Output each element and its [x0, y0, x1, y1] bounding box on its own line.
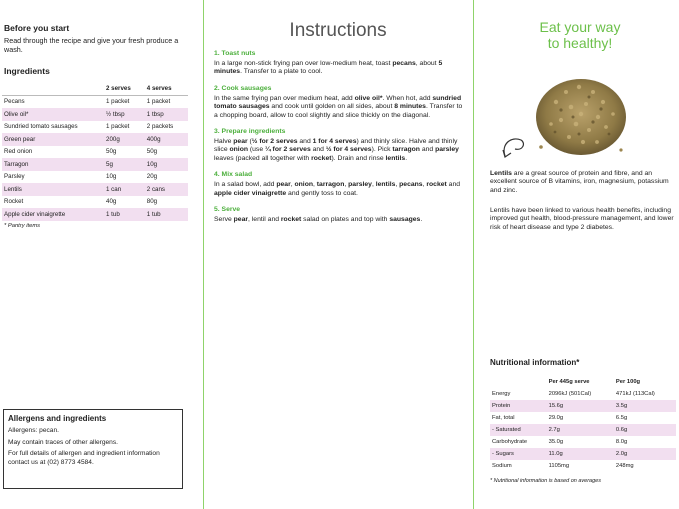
ingredient-row-cell: Sundried tomato sausages — [4, 123, 78, 131]
ingredient-row — [2, 108, 188, 121]
nutrition-row-cell: 0.6g — [614, 424, 676, 436]
ingredient-row-cell: 40g — [106, 198, 117, 206]
ingredient-row — [2, 171, 188, 184]
ingredient-row-cell: 1 packet — [146, 98, 171, 106]
nutrition-row-header — [490, 376, 676, 388]
column-divider-right — [473, 0, 474, 509]
lentils-benefits-text: Lentils have been linked to various health benefits, including improved gut health, blood-pressure management, and lower risk of heart disease and type 2 diabetes. — [490, 207, 674, 231]
ingredient-row-cell: 80g — [146, 198, 158, 206]
nutrition-row-header-cell — [490, 376, 547, 388]
step-title: 3. Prepare ingredients — [214, 128, 286, 136]
ingredient-row-cell: Lentils — [2, 183, 104, 196]
eat-heading-line1: Eat your way — [539, 19, 621, 35]
ingredient-row-cell: 1 can — [104, 183, 145, 196]
instruction-steps — [214, 50, 466, 232]
nutrition-row-cell: 2096kJ (501Cal) — [548, 391, 592, 397]
before-you-start-heading: Before you start — [4, 23, 70, 33]
ingredient-row-header — [2, 82, 188, 95]
nutrition-row-cell: 15.6g — [547, 400, 614, 412]
lentils-text-rest: are a great source of protein and fibre, and an excellent source of B vitamins, iron, magnesium, potassium and zinc. — [490, 170, 669, 194]
nutrition-heading: Nutritional information* — [490, 358, 580, 367]
ingredient-row-cell: 1 tub — [145, 208, 188, 221]
ingredient-row-cell: Tarragon — [2, 158, 104, 171]
step-text: In a salad bowl, add pear, onion, tarragon, parsley, lentils, pecans, rocket and apple cider vinaigrette and gently toss to coat. — [214, 181, 461, 197]
ingredients-heading: Ingredients — [4, 66, 50, 76]
ingredient-row-cell: 1 packet — [106, 123, 130, 131]
ingredient-row-cell: 2 cans — [145, 183, 188, 196]
ingredient-row-cell: 20g — [146, 173, 158, 181]
before-you-start-text: Read through the recipe and give your fresh produce a wash. — [4, 36, 179, 54]
step-text: Serve pear, lentil and rocket salad on plates and top with sausages. — [214, 216, 423, 224]
curved-arrow-icon — [499, 132, 529, 162]
nutrition-row-cell: 471kJ (113Cal) — [615, 391, 655, 397]
ingredient-row — [2, 121, 188, 134]
step-text: In the same frying pan over medium heat, add olive oil*. When hot, add sundried tomato sausages and cook until golden on all sides, about 8 minutes. Transfer to a chopping board, allow to cool slightly and slice thickly on the diagonal. — [214, 94, 463, 119]
nutrition-row-cell: 6.5g — [615, 415, 628, 421]
nutrition-row — [490, 412, 676, 424]
instruction-step — [214, 128, 466, 163]
lentils-word: Lentils — [490, 170, 512, 177]
instruction-step — [214, 50, 466, 77]
nutrition-row-header-cell: Per 445g serve — [548, 379, 590, 385]
nutrition-row-cell: 1105mg — [548, 463, 570, 469]
ingredient-row — [2, 158, 188, 171]
instruction-step — [214, 85, 466, 120]
ingredient-row-cell: 2 packets — [146, 123, 174, 131]
ingredient-row — [2, 133, 188, 146]
nutrition-row — [490, 436, 676, 448]
ingredient-row-cell: 10g — [106, 173, 117, 181]
ingredient-row-cell: Apple cider vinaigrette — [2, 208, 104, 221]
ingredient-row — [2, 183, 188, 196]
instruction-step — [214, 206, 466, 224]
nutrition-row — [490, 460, 676, 472]
left-column — [0, 0, 203, 509]
ingredient-row — [2, 196, 188, 209]
ingredient-row-cell: 1 tbsp — [145, 108, 188, 121]
ingredient-row-header-cell: 4 serves — [145, 82, 188, 95]
ingredient-row-cell: Olive oil* — [2, 108, 104, 121]
step-text: In a large non-stick frying pan over low-medium heat, toast pecans, about 5 minutes. Transfer to a plate to cool. — [214, 60, 443, 76]
ingredient-row-cell: 5g — [104, 158, 145, 171]
lentils-nutrition-text — [490, 170, 676, 195]
ingredient-row-cell: 400g — [145, 133, 188, 146]
allergens-traces: May contain traces of other allergens. — [8, 438, 118, 446]
allergens-title: Allergens and ingredients — [8, 414, 107, 423]
nutrition-row — [490, 388, 676, 400]
nutrition-row-cell: 11.0g — [547, 448, 614, 460]
eat-your-way-heading — [481, 19, 679, 51]
allergens-contact: For full details of allergen and ingredient information contact us at (02) 8773 4584. — [8, 450, 160, 466]
nutrition-row — [490, 400, 676, 412]
step-title: 5. Serve — [214, 206, 241, 214]
nutrition-row-cell: 29.0g — [548, 415, 564, 421]
allergens-line: Allergens: pecan. — [8, 427, 59, 434]
pantry-note: * Pantry items — [4, 223, 41, 229]
middle-column — [205, 0, 471, 509]
nutrition-row-cell: 35.0g — [548, 439, 564, 445]
ingredient-row-cell: 200g — [104, 133, 145, 146]
ingredient-row — [2, 146, 188, 159]
ingredient-row-cell: 50g — [106, 148, 117, 156]
ingredient-row-cell: 50g — [146, 148, 158, 156]
ingredient-row-cell: 10g — [145, 158, 188, 171]
eat-heading-line2: to healthy! — [547, 35, 613, 51]
nutrition-row-cell: 248mg — [615, 463, 634, 469]
ingredient-row-header-cell — [2, 82, 104, 95]
ingredient-row-header-cell: 2 serves — [104, 82, 145, 95]
nutrition-row-cell: - Saturated — [490, 424, 547, 436]
ingredient-row-cell: Pecans — [4, 98, 25, 106]
nutrition-row-cell: Protein — [490, 400, 547, 412]
nutrition-row-cell: - Sugars — [490, 448, 547, 460]
step-title: 2. Cook sausages — [214, 84, 272, 92]
ingredient-row-cell: Red onion — [4, 148, 33, 156]
nutrition-row — [490, 448, 676, 460]
step-text: Halve pear (½ for 2 serves and 1 for 4 serves) and thinly slice. Halve and thinly slice onion (use ¼ for 2 serves and ½ for 4 serves). Pick tarragon and parsley leaves (packed all together with rocket). Drain and rinse lentils. — [214, 138, 459, 162]
ingredients-table — [2, 82, 188, 221]
instructions-heading: Instructions — [289, 20, 387, 41]
nutrition-row-header-cell: Per 100g — [615, 379, 641, 385]
ingredient-row-cell: Parsley — [4, 173, 25, 181]
allergens-box — [3, 409, 183, 489]
nutrition-row-cell: Energy — [492, 391, 511, 397]
column-divider-left — [203, 0, 204, 509]
nutrition-table — [490, 376, 676, 472]
nutrition-row-cell: 2.0g — [614, 448, 676, 460]
nutrition-row-cell: Carbohydrate — [492, 439, 528, 445]
nutrition-row-cell: 3.5g — [614, 400, 676, 412]
lentils-image — [531, 62, 631, 162]
step-title: 1. Toast nuts — [214, 50, 256, 57]
ingredient-row — [2, 208, 188, 221]
ingredient-row-cell: Rocket — [4, 198, 24, 206]
nutrition-row-cell: Sodium — [492, 463, 512, 469]
nutrition-row-cell: 8.0g — [615, 439, 628, 445]
nutrition-row-cell: 2.7g — [547, 424, 614, 436]
ingredient-row-cell: 1 tub — [104, 208, 145, 221]
ingredient-row — [2, 95, 188, 108]
ingredient-row-cell: Green pear — [2, 133, 104, 146]
nutrition-row-cell: Fat, total — [492, 415, 515, 421]
ingredient-row-cell: 1 packet — [106, 98, 130, 106]
instruction-step — [214, 171, 466, 198]
step-title: 4. Mix salad — [214, 171, 253, 179]
ingredient-row-cell: ½ tbsp — [104, 108, 145, 121]
nutrition-row — [490, 424, 676, 436]
nutrition-note: * Nutritional information is based on averages — [490, 478, 601, 484]
right-column — [481, 0, 679, 509]
